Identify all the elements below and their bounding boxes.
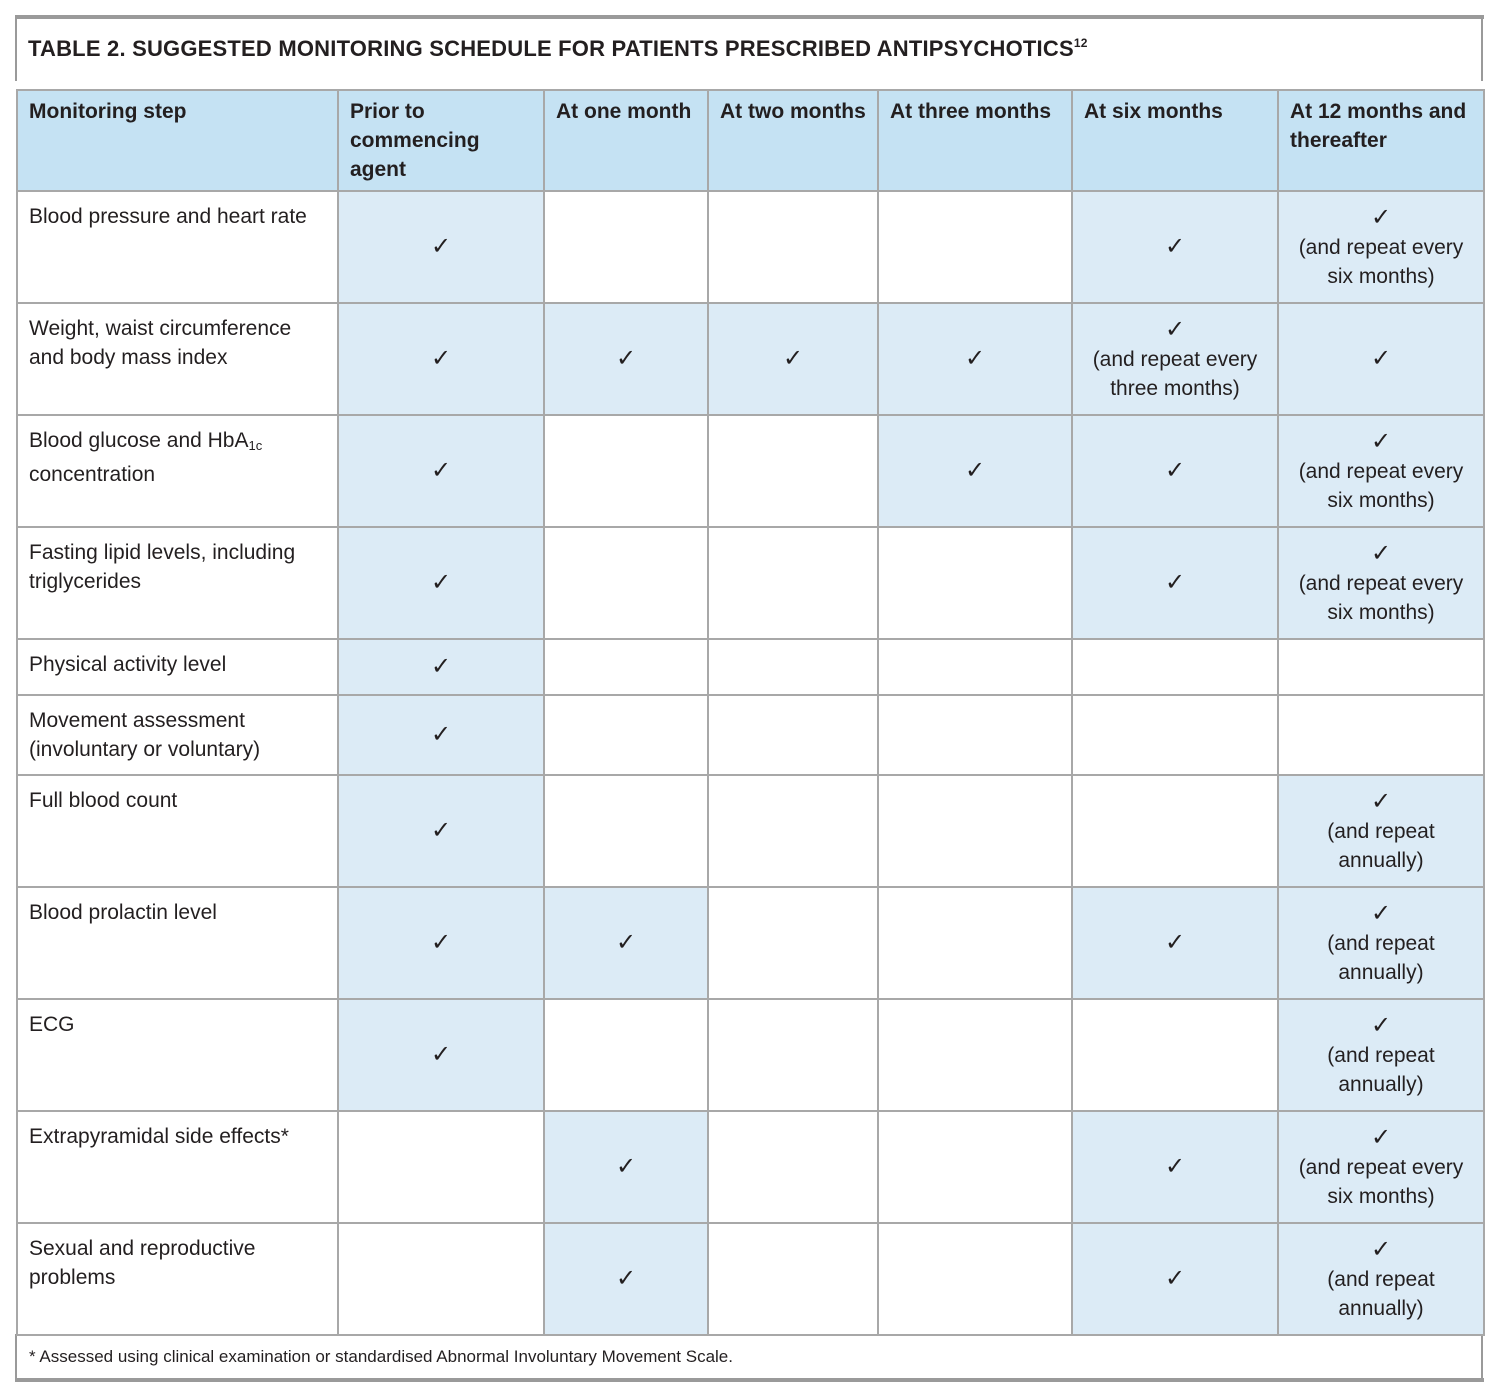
monitoring-step-label: Weight, waist circumference and body mass index xyxy=(29,317,292,369)
schedule-cell xyxy=(708,1111,878,1223)
schedule-cell xyxy=(878,639,1072,695)
schedule-cell xyxy=(1072,191,1278,303)
monitoring-step-label: Blood pressure and heart rate xyxy=(29,205,307,228)
checkmark-icon: ✓ xyxy=(1164,1265,1186,1292)
checkmark-icon: ✓ xyxy=(1164,316,1186,343)
schedule-cell xyxy=(544,415,708,527)
schedule-cell xyxy=(338,1111,544,1223)
table-row xyxy=(17,775,1484,887)
schedule-cell xyxy=(1278,191,1484,303)
header-one-month: At one month xyxy=(544,90,708,191)
table-row xyxy=(17,1223,1484,1335)
schedule-cell xyxy=(544,695,708,775)
monitoring-step-cell xyxy=(17,527,338,639)
schedule-cell xyxy=(1278,303,1484,415)
repeat-note: (and repeat annually) xyxy=(1327,932,1435,984)
schedule-cell xyxy=(878,191,1072,303)
checkmark-icon: ✓ xyxy=(1164,457,1186,484)
schedule-cell xyxy=(1072,303,1278,415)
schedule-cell xyxy=(544,887,708,999)
monitoring-step-cell xyxy=(17,415,338,527)
monitoring-step-subscript: 1c xyxy=(248,438,263,453)
schedule-cell xyxy=(878,695,1072,775)
schedule-cell xyxy=(1278,775,1484,887)
schedule-cell xyxy=(708,999,878,1111)
checkmark-icon: ✓ xyxy=(615,1153,637,1180)
checkmark-icon: ✓ xyxy=(1164,929,1186,956)
checkmark-icon: ✓ xyxy=(1370,900,1392,927)
schedule-cell xyxy=(708,527,878,639)
footnote: * Assessed using clinical examination or standardised Abnormal Involuntary Movement Scale. xyxy=(29,1347,733,1366)
schedule-cell xyxy=(878,887,1072,999)
checkmark-icon: ✓ xyxy=(430,653,452,680)
checkmark-icon: ✓ xyxy=(1370,1012,1392,1039)
repeat-note: (and repeat annually) xyxy=(1327,1044,1435,1096)
schedule-cell xyxy=(338,527,544,639)
schedule-cell xyxy=(878,1223,1072,1335)
monitoring-step-label: Blood prolactin level xyxy=(29,901,217,924)
monitoring-step-cell xyxy=(17,695,338,775)
checkmark-icon: ✓ xyxy=(430,345,452,372)
schedule-cell xyxy=(544,999,708,1111)
repeat-note: (and repeat annually) xyxy=(1327,820,1435,872)
schedule-cell xyxy=(544,639,708,695)
schedule-cell xyxy=(1278,887,1484,999)
schedule-cell xyxy=(878,1111,1072,1223)
checkmark-icon: ✓ xyxy=(430,569,452,596)
schedule-cell xyxy=(338,639,544,695)
schedule-cell xyxy=(544,1111,708,1223)
repeat-note: (and repeat every three months) xyxy=(1092,348,1258,400)
repeat-note: (and repeat annually) xyxy=(1327,1268,1435,1320)
monitoring-step-label-tail: concentration xyxy=(29,463,156,486)
checkmark-icon: ✓ xyxy=(1164,1153,1186,1180)
checkmark-icon: ✓ xyxy=(1164,233,1186,260)
table-title-prefix: TABLE 2. xyxy=(28,36,126,61)
monitoring-step-cell xyxy=(17,1223,338,1335)
schedule-cell xyxy=(544,775,708,887)
schedule-cell xyxy=(1278,1223,1484,1335)
monitoring-step-label: Sexual and reproductive problems xyxy=(29,1237,256,1289)
checkmark-icon: ✓ xyxy=(615,345,637,372)
schedule-cell xyxy=(878,999,1072,1111)
checkmark-icon: ✓ xyxy=(430,457,452,484)
schedule-cell xyxy=(544,303,708,415)
monitoring-step-label: Blood glucose and HbA xyxy=(29,429,249,452)
frame-right-lower xyxy=(1481,1334,1483,1378)
checkmark-icon: ✓ xyxy=(1370,1124,1392,1151)
table-row xyxy=(17,303,1484,415)
checkmark-icon: ✓ xyxy=(430,817,452,844)
checkmark-icon: ✓ xyxy=(1370,788,1392,815)
table-title-text: SUGGESTED MONITORING SCHEDULE FOR PATIENTS PRESCRIBED ANTIPSYCHOTICS xyxy=(132,36,1074,61)
schedule-cell xyxy=(708,887,878,999)
monitoring-step-cell xyxy=(17,303,338,415)
schedule-cell xyxy=(1072,999,1278,1111)
schedule-cell xyxy=(1278,527,1484,639)
checkmark-icon: ✓ xyxy=(615,1265,637,1292)
schedule-cell xyxy=(338,191,544,303)
schedule-cell xyxy=(338,775,544,887)
repeat-note: (and repeat every six months) xyxy=(1298,236,1464,288)
repeat-note: (and repeat every six months) xyxy=(1298,572,1464,624)
schedule-cell xyxy=(1072,639,1278,695)
schedule-cell xyxy=(1278,415,1484,527)
monitoring-step-cell xyxy=(17,999,338,1111)
schedule-cell xyxy=(338,415,544,527)
table-body xyxy=(17,191,1484,1335)
schedule-cell xyxy=(1278,1111,1484,1223)
table-row xyxy=(17,887,1484,999)
frame-left-upper xyxy=(15,19,17,81)
table-row xyxy=(17,695,1484,775)
checkmark-icon: ✓ xyxy=(1370,428,1392,455)
monitoring-step-label: Physical activity level xyxy=(29,653,227,676)
schedule-cell xyxy=(1072,775,1278,887)
schedule-cell xyxy=(1278,999,1484,1111)
table-title xyxy=(28,36,1088,62)
monitoring-step-label: ECG xyxy=(29,1013,75,1036)
schedule-cell xyxy=(878,775,1072,887)
monitoring-step-label: Full blood count xyxy=(29,789,178,812)
schedule-cell xyxy=(708,639,878,695)
checkmark-icon: ✓ xyxy=(430,1041,452,1068)
table-row xyxy=(17,639,1484,695)
schedule-cell xyxy=(1278,639,1484,695)
monitoring-step-cell xyxy=(17,775,338,887)
schedule-cell xyxy=(338,695,544,775)
schedule-cell xyxy=(338,303,544,415)
schedule-cell xyxy=(878,527,1072,639)
table-row xyxy=(17,527,1484,639)
schedule-cell xyxy=(1072,1111,1278,1223)
table-title-reference: 12 xyxy=(1073,36,1088,50)
monitoring-step-cell xyxy=(17,887,338,999)
schedule-cell xyxy=(1072,887,1278,999)
top-rule xyxy=(15,15,1484,19)
checkmark-icon: ✓ xyxy=(1370,204,1392,231)
checkmark-icon: ✓ xyxy=(1370,345,1392,372)
monitoring-step-label: Movement assessment (involuntary or voluntary) xyxy=(29,709,261,761)
monitoring-step-cell xyxy=(17,191,338,303)
frame-left-lower xyxy=(15,1334,17,1378)
schedule-cell xyxy=(338,887,544,999)
schedule-cell xyxy=(1278,695,1484,775)
checkmark-icon: ✓ xyxy=(964,457,986,484)
checkmark-icon: ✓ xyxy=(1370,1236,1392,1263)
checkmark-icon: ✓ xyxy=(1370,540,1392,567)
frame-right-upper xyxy=(1481,19,1483,81)
monitoring-step-label: Extrapyramidal side effects* xyxy=(29,1125,289,1148)
schedule-cell xyxy=(338,999,544,1111)
checkmark-icon: ✓ xyxy=(430,233,452,260)
schedule-cell xyxy=(878,415,1072,527)
schedule-cell xyxy=(544,191,708,303)
bottom-rule xyxy=(15,1378,1484,1382)
header-six-months: At six months xyxy=(1072,90,1278,191)
checkmark-icon: ✓ xyxy=(615,929,637,956)
schedule-cell xyxy=(708,1223,878,1335)
checkmark-icon: ✓ xyxy=(964,345,986,372)
schedule-cell xyxy=(708,191,878,303)
schedule-cell xyxy=(708,303,878,415)
schedule-cell xyxy=(544,1223,708,1335)
checkmark-icon: ✓ xyxy=(782,345,804,372)
table-row xyxy=(17,999,1484,1111)
schedule-cell xyxy=(1072,527,1278,639)
checkmark-icon: ✓ xyxy=(1164,569,1186,596)
table-row xyxy=(17,1111,1484,1223)
header-monitoring-step: Monitoring step xyxy=(17,90,338,191)
monitoring-step-cell xyxy=(17,639,338,695)
repeat-note: (and repeat every six months) xyxy=(1298,1156,1464,1208)
table-row xyxy=(17,415,1484,527)
checkmark-icon: ✓ xyxy=(430,929,452,956)
schedule-cell xyxy=(1072,695,1278,775)
schedule-cell xyxy=(878,303,1072,415)
monitoring-schedule-table xyxy=(16,89,1485,1336)
table-row xyxy=(17,191,1484,303)
monitoring-step-cell xyxy=(17,1111,338,1223)
header-twelve-months: At 12 months and thereafter xyxy=(1278,90,1484,191)
header-row xyxy=(17,90,1484,191)
repeat-note: (and repeat every six months) xyxy=(1298,460,1464,512)
schedule-cell xyxy=(708,775,878,887)
schedule-cell xyxy=(1072,415,1278,527)
schedule-cell xyxy=(544,527,708,639)
header-two-months: At two months xyxy=(708,90,878,191)
header-three-months: At three months xyxy=(878,90,1072,191)
checkmark-icon: ✓ xyxy=(430,721,452,748)
schedule-cell xyxy=(1072,1223,1278,1335)
schedule-cell xyxy=(708,695,878,775)
schedule-cell xyxy=(708,415,878,527)
monitoring-step-label: Fasting lipid levels, including triglycerides xyxy=(29,541,296,593)
header-prior-to-commencing: Prior to commencing agent xyxy=(338,90,544,191)
schedule-cell xyxy=(338,1223,544,1335)
